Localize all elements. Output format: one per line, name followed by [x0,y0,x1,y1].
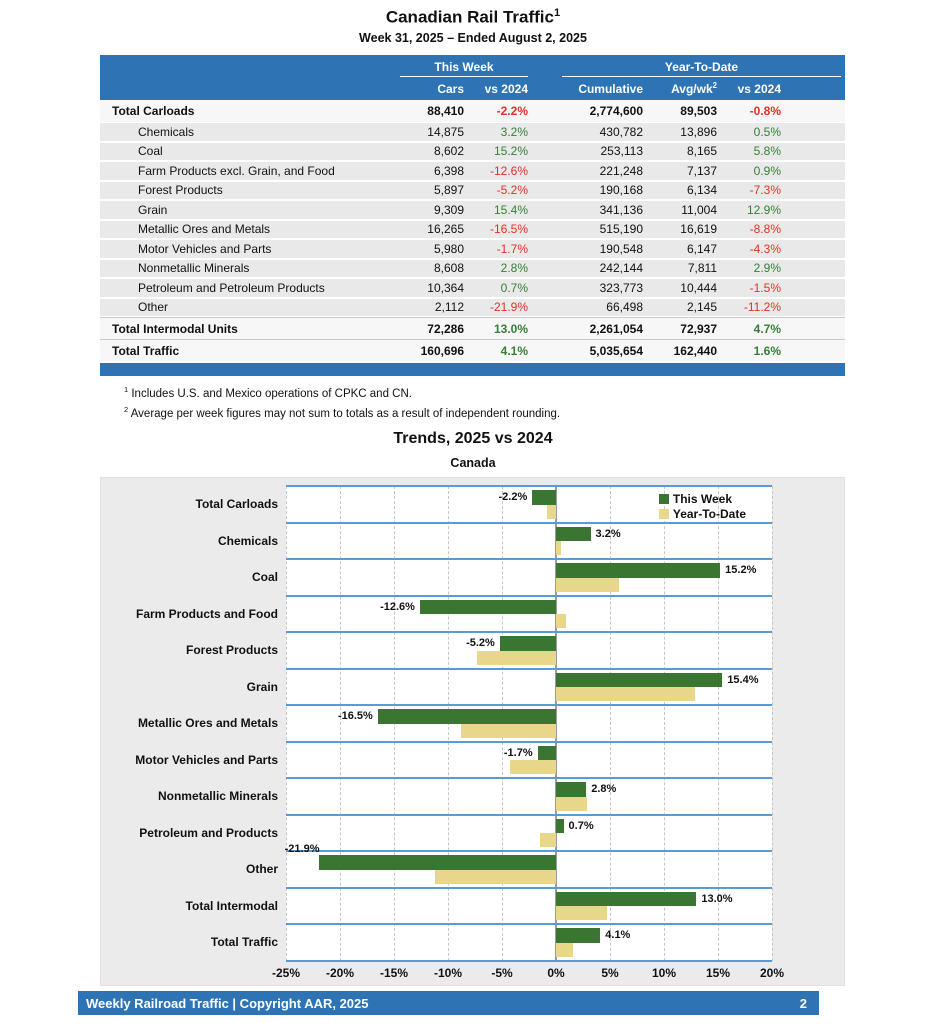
category-label: Total Traffic [210,935,278,949]
table-bottom-bar [100,363,845,376]
chart-legend [659,491,746,521]
bar-value-label: 3.2% [595,527,621,540]
cell-cumulative: 242,144 [599,261,643,276]
chart-title: Trends, 2025 vs 2024 [393,430,553,447]
bar-ytd [556,578,619,592]
row-separator-line [286,704,772,706]
footnote-1-marker: 1 [124,385,129,394]
bar-this-week [556,782,586,797]
bar-value-label: 2.8% [591,783,617,795]
category-label: Motor Vehicles and Parts [135,752,278,767]
cell-avgwk: 7,811 [687,261,717,276]
cell-cumulative: 190,548 [599,241,643,256]
bar-value-label: -16.5% [337,710,373,722]
bar-this-week [556,892,696,907]
bar-this-week [556,673,722,688]
cell-cars: 14,875 [427,124,464,139]
chart-plot [286,486,772,961]
bar-ytd [556,614,566,628]
header-cumulative: Cumulative [578,81,643,96]
row-separator-line [286,887,772,889]
cell-avgwk: 11,004 [681,202,717,217]
bar-ytd [547,505,556,519]
category-label: Other [245,862,278,876]
cell-vs: -21.9% [489,300,528,315]
cell-avgwk: 6,134 [686,183,717,198]
cell-label: Coal [138,144,163,159]
row-separator-line [286,668,772,670]
bar-value-label: -1.7% [503,746,533,759]
cell-vs_ytd: -1.5% [749,280,781,295]
cell-avgwk: 8,165 [686,144,717,159]
table-row [100,317,845,339]
cell-vs: -1.7% [496,241,528,256]
footnote-1-text: Includes U.S. and Mexico operations of CPKC and CN. [131,387,412,400]
legend-label-ytd: Year-To-Date [672,506,746,521]
table-header [100,55,845,100]
legend-swatch-this-week [659,494,669,504]
footer-text: Weekly Railroad Traffic | Copyright AAR, 2025 [86,995,369,1011]
cell-cumulative: 66,498 [606,300,643,315]
title-footnote-marker: 1 [554,7,561,19]
legend-item-this-week [659,491,746,506]
cell-vs: -2.2% [496,104,528,118]
x-tick-label: -20% [325,966,354,980]
cell-cars: 9,309 [433,202,464,217]
bar-this-week [556,819,564,834]
table-row [100,339,845,361]
bar-ytd [477,651,556,665]
cell-vs_ytd: -8.8% [749,222,781,237]
cell-vs: 15.2% [493,144,528,159]
bar-this-week [556,563,720,578]
footnote-2 [124,405,560,420]
bar-value-label: -5.2% [466,637,495,649]
category-label: Grain [246,679,278,694]
table-row [100,142,845,162]
table-row [100,100,845,122]
cell-vs_ytd: 0.5% [753,124,781,139]
bar-value-label: -2.2% [498,491,528,503]
legend-label-this-week: This Week [672,491,732,506]
bar-value-label: 13.0% [701,892,733,905]
cell-vs_ytd: -7.3% [749,183,781,198]
cell-cars: 16,265 [427,222,464,237]
cell-vs_ytd: -4.3% [749,241,781,256]
cell-cars: 10,364 [427,280,464,295]
category-label: Nonmetallic Minerals [157,789,278,803]
traffic-table [100,55,845,376]
row-separator-line [286,960,772,962]
row-separator-line [286,741,772,743]
bar-value-label: 15.4% [727,673,759,686]
table-row [100,161,845,181]
cell-label: Chemicals [138,124,195,139]
cell-avgwk: 7,137 [686,163,717,178]
cell-cumulative: 190,168 [599,183,643,198]
page-title: Canadian Rail Traffic$^1$ [385,7,561,27]
bar-ytd [540,833,556,847]
header-vs-2024: vs 2024 [484,81,528,96]
cell-cars: 72,286 [427,321,464,336]
bar-this-week [420,600,556,615]
cell-cumulative: 253,113 [600,144,643,159]
table-row [100,278,845,298]
cell-avgwk: 162,440 [673,343,717,358]
row-separator-line [286,631,772,633]
cell-avgwk: 6,147 [686,241,717,256]
cell-vs: 15.4% [493,202,528,217]
cell-vs: 4.1% [500,343,528,358]
row-separator-line [286,522,772,524]
cell-vs: -12.6% [489,163,528,178]
table-row [100,122,845,142]
cell-cumulative: 430,782 [599,124,643,139]
cell-vs_ytd: 2.9% [753,261,781,276]
cell-cumulative: 5,035,654 [589,343,643,358]
cell-cumulative: 341,136 [599,202,643,217]
cell-vs_ytd: 1.6% [753,343,781,358]
cell-label: Total Traffic [112,343,180,358]
cell-cars: 6,398 [433,163,464,178]
category-label: Total Carloads [195,497,278,511]
cell-avgwk: 10,444 [680,280,717,295]
legend-item-ytd [659,506,746,521]
row-separator-line [286,485,772,487]
cell-vs_ytd: -0.8% [749,104,781,118]
cell-label: Total Intermodal Units [112,321,238,336]
row-separator-line [286,923,772,925]
cell-label: Motor Vehicles and Parts [138,241,272,256]
cell-label: Grain [138,202,168,217]
cell-vs: -5.2% [496,183,528,198]
bar-ytd [556,541,561,555]
bar-this-week [500,636,556,651]
cell-vs: 0.7% [500,280,528,295]
cell-cars: 88,410 [427,104,464,118]
bar-this-week [319,855,556,870]
table-row [100,200,845,220]
cell-vs_ytd: 5.8% [753,144,781,159]
group-header-ytd: Year-To-Date [562,60,841,77]
cell-avgwk: 16,619 [680,222,717,237]
bar-value-label: -12.6% [380,600,415,613]
table-row [100,220,845,240]
header-cars: Cars [437,81,464,96]
footer-page-number: 2 [799,995,807,1011]
chart-subtitle: Canada [450,456,496,470]
bar-ytd [556,687,695,701]
cell-cars: 8,608 [433,261,464,276]
header-avg-wk: Avg/$wk^2$ [671,81,717,96]
bar-ytd [435,870,556,884]
cell-cumulative: 323,773 [599,280,643,295]
footnote-2-text: Average per week figures may not sum to totals as a result of independent rounding. [130,407,561,420]
category-label: Metallic Ores and Metals [137,716,278,730]
bar-this-week [556,928,600,943]
bar-value-label: 4.1% [605,929,631,941]
category-label: Petroleum and Products [139,825,278,840]
category-label: Forest Products [185,643,278,657]
bar-value-label: -21.9% [284,843,320,855]
chart-panel [100,477,845,986]
legend-swatch-ytd [659,509,669,519]
cell-cumulative: 2,261,054 [589,321,643,336]
cell-vs_ytd: 0.9% [753,163,781,178]
x-tick-label: 20% [759,966,785,980]
page-footer [78,991,819,1015]
x-tick-label: -10% [433,966,462,980]
bar-this-week [538,746,556,761]
table-row [100,181,845,201]
cell-label: Nonmetallic Minerals [138,261,250,276]
cell-cumulative: 2,774,600 [589,104,643,118]
table-row [100,298,845,318]
footnote-2-marker: 2 [124,405,129,414]
bar-value-label: 0.7% [568,819,594,832]
bar-ytd [556,906,607,920]
bar-this-week [532,490,556,505]
bar-this-week [556,527,591,542]
row-separator-line [286,558,772,560]
cell-label: Other [138,300,169,315]
cell-avgwk: 72,937 [680,321,717,336]
cell-label: Farm Products excl. Grain, and Food [138,163,335,178]
x-tick-label: 0% [547,966,565,980]
x-tick-label: 10% [651,966,677,980]
table-body [100,100,845,361]
footnote-1 [124,385,412,400]
row-separator-line [286,850,772,852]
cell-vs_ytd: 12.9% [746,202,781,217]
cell-cars: 5,980 [433,241,464,256]
cell-vs: 13.0% [493,321,528,336]
row-separator-line [286,777,772,779]
x-tick-label: -25% [271,966,300,980]
cell-vs_ytd: 4.7% [753,321,781,336]
cell-avgwk: 89,503 [680,104,717,118]
cell-label: Petroleum and Petroleum Products [138,280,325,295]
table-row [100,239,845,259]
cell-vs: 3.2% [500,124,528,139]
bar-ytd [556,797,587,811]
cell-cars: 5,897 [433,183,464,198]
bar-ytd [510,760,556,774]
page-subtitle: Week 31, 2025 – Ended August 2, 2025 [359,31,587,45]
cell-vs_ytd: -11.2% [743,300,781,315]
cell-cars: 8,602 [433,144,464,159]
cell-avgwk: 2,145 [686,300,717,315]
cell-label: Total Carloads [112,104,195,118]
x-tick-label: -5% [491,966,513,980]
table-row [100,259,845,279]
cell-vs: 2.8% [500,261,528,276]
bar-value-label: 15.2% [725,564,757,576]
cell-label: Metallic Ores and Metals [138,222,271,237]
avgwk-footnote-marker: 2 [712,81,717,90]
cell-cumulative: 221,248 [599,163,643,178]
category-label: Coal [251,570,278,584]
row-separator-line [286,814,772,816]
row-separator-line [286,595,772,597]
cell-label: Forest Products [138,183,223,198]
x-tick-label: 5% [601,966,619,980]
bar-this-week [378,709,556,724]
cell-cars: 160,696 [420,343,464,358]
cell-cumulative: 515,190 [599,222,643,237]
cell-vs: -16.5% [489,222,528,237]
category-label: Chemicals [217,533,278,548]
bar-ytd [461,724,556,738]
bar-ytd [556,943,573,957]
category-label: Total Intermodal [185,898,278,913]
gridline [772,486,773,961]
category-label: Farm Products and Food [135,606,278,621]
cell-avgwk: 13,896 [680,124,717,139]
x-tick-label: 15% [705,966,731,980]
x-tick-label: -15% [379,966,408,980]
cell-cars: 2,112 [434,300,464,315]
group-header-this-week: This Week [400,60,528,77]
header-vs-2024-ytd: vs 2024 [737,81,781,96]
